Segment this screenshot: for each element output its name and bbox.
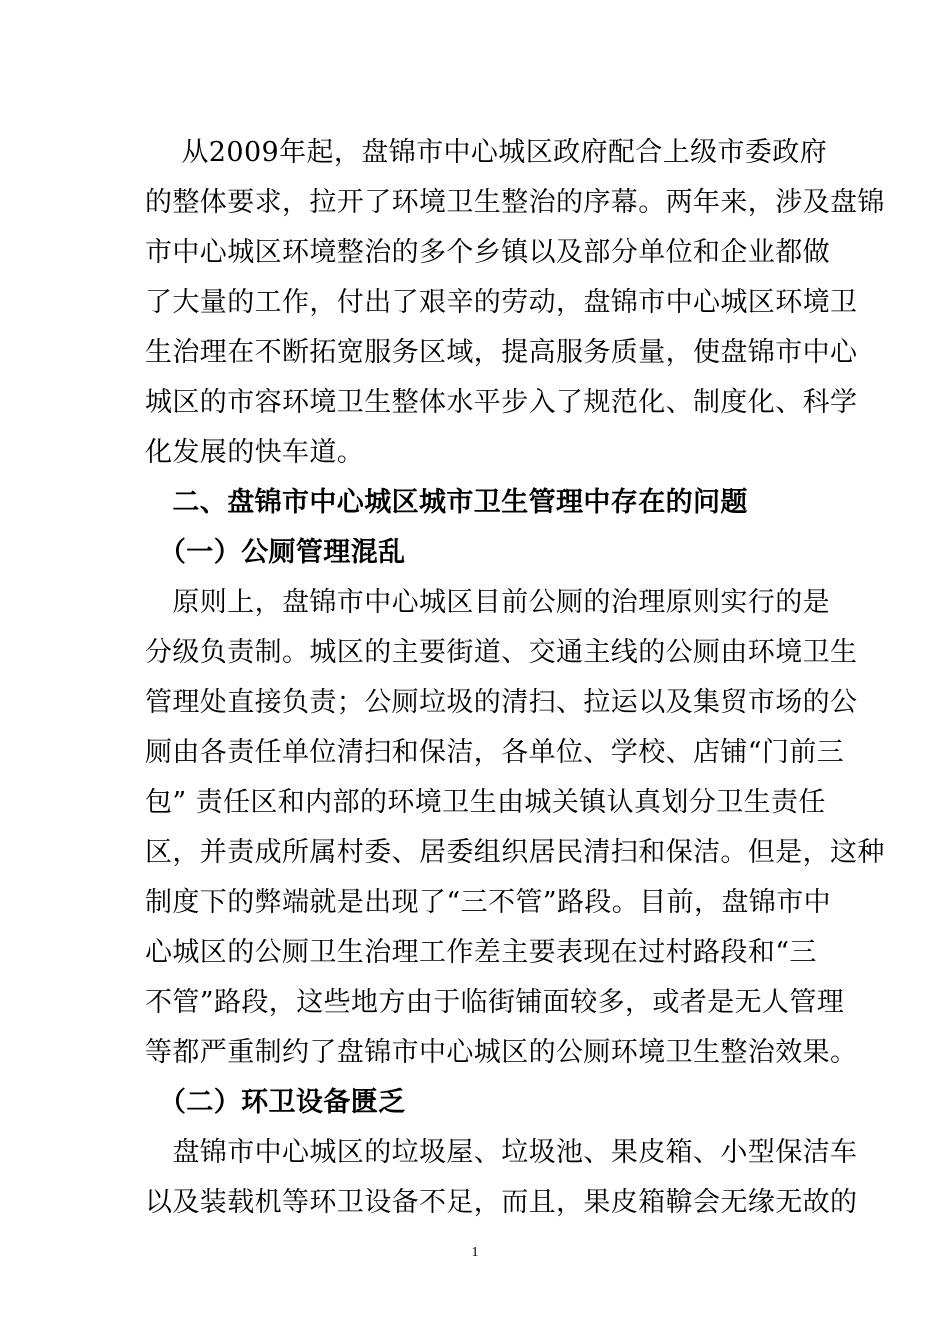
paragraph-2-line-8: 心城区的公厕卫生治理工作差主要表现在过村路段和“三 [145,937,817,968]
paragraph-2-line-2: 分级负责制。城区的主要街道、交通主线的公厕由环境卫生 [145,637,858,668]
subheading-sanitation-equipment: （二）环卫设备匮乏 [145,1087,406,1118]
paragraph-2-line-4: 厕由各责任单位清扫和保洁，各单位、学校、店铺“门前三 [145,737,845,768]
paragraph-2-line-6: 区，并责成所属村委、居委组织居民清扫和保洁。但是，这种 [145,837,885,868]
paragraph-1-line-4: 了大量的工作，付出了艰辛的劳动，盘锦市中心城区环境卫 [145,287,858,318]
paragraph-2-line-10: 等都严重制约了盘锦市中心城区的公厕环境卫生整治效果。 [145,1037,858,1068]
paragraph-1-line-1: 从2009年起，盘锦市中心城区政府配合上级市委政府 [145,137,828,168]
paragraph-2-line-7: 制度下的弊端就是出现了“三不管”路段。目前，盘锦市中 [145,887,832,918]
paragraph-2-line-3: 管理处直接负责；公厕垃圾的清扫、拉运以及集贸市场的公 [145,687,858,718]
paragraph-1-line-6: 城区的市容环境卫生整体水平步入了规范化、制度化、科学 [145,387,858,418]
paragraph-1-line-3: 市中心城区环境整治的多个乡镇以及部分单位和企业都做 [145,237,830,268]
paragraph-1-line-7: 化发展的快车道。 [145,437,365,468]
paragraph-3-line-2: 以及装载机等环卫设备不足，而且，果皮箱鞥会无缘无故的 [145,1187,858,1218]
paragraph-2-line-9: 不管”路段，这些地方由于临街铺面较多，或者是无人管理 [145,987,845,1018]
section-heading: 二、盘锦市中心城区城市卫生管理中存在的问题 [145,487,748,518]
paragraph-3-line-1: 盘锦市中心城区的垃圾屋、垃圾池、果皮箱、小型保洁车 [145,1137,858,1168]
paragraph-1-line-5: 生治理在不断拓宽服务区域，提高服务质量，使盘锦市中心 [145,337,858,368]
subheading-toilet-management: （一）公厕管理混乱 [145,537,406,568]
paragraph-2-line-5: 包” 责任区和内部的环境卫生由城关镇认真划分卫生责任 [145,787,826,818]
paragraph-2-line-1: 原则上，盘锦市中心城区目前公厕的治理原则实行的是 [145,587,830,618]
page-number: 1 [471,1245,479,1260]
paragraph-1-line-2: 的整体要求，拉开了环境卫生整治的序幕。两年来，涉及盘锦 [145,187,885,218]
